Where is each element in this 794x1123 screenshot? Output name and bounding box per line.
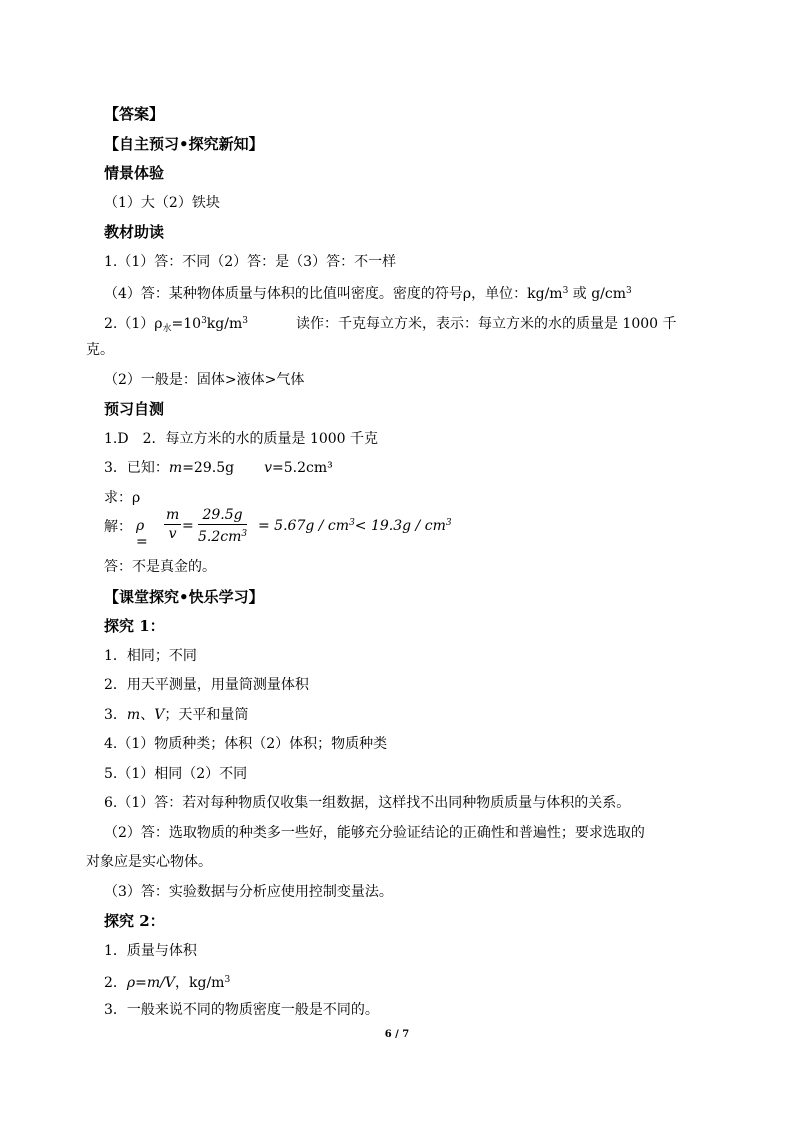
heading-qingjing: 情景体验 — [104, 164, 165, 182]
text-line: （3）答：实验数据与分析应使用控制变量法。 — [104, 884, 393, 900]
text-line-mv: 3．m、V；天平和量筒 — [104, 707, 249, 723]
text-line: （2）答：选取物质的种类多一些好，能够充分验证结论的正确性和普遍性；要求选取的 — [104, 825, 645, 841]
text-line-water-density: $2.(1)\rho_水=10^3kg/m^3$ 读作：千克每立方米，表示：每立方米的水的质量是 1000 千 — [104, 316, 677, 334]
text-line: 2．用天平测量，用量筒测量体积 — [104, 677, 309, 693]
section-answer: 【答案】 — [104, 105, 165, 123]
text-line: 克。 — [86, 342, 114, 358]
text-line: 3．一般来说不同的物质密度一般是不同的。 — [104, 1002, 379, 1018]
text-line: 4.（1）物质种类；体积（2）体积；物质种类 — [104, 736, 388, 752]
fraction-values: $\frac{29.5g}{5.2cm^3}$ — [198, 507, 248, 545]
text-line: 求：ρ — [104, 490, 141, 506]
section-class: 【课堂探究•快乐学习】 — [104, 588, 264, 606]
text-line: 答：不是真金的。 — [104, 559, 216, 575]
heading-tj2: 探究 2： — [104, 912, 165, 930]
text-line: （1）大（2）铁块 — [104, 195, 220, 211]
heading-yuxi: 预习自测 — [104, 400, 165, 418]
text-line: 1.（1）答：不同（2）答：是（3）答：不一样 — [104, 254, 397, 270]
text-line: （2）一般是：固体>液体>气体 — [104, 372, 305, 388]
heading-tj1: 探究 1： — [104, 617, 165, 635]
section-preview: 【自主预习•探究新知】 — [104, 135, 264, 153]
text-line: 解： — [104, 519, 132, 535]
text-line-density: （4）答：某种物体质量与体积的比值叫密度。密度的符号ρ，单位：$kg/m^3$ 或 $g/cm^3$ — [104, 286, 632, 302]
text-line: 6.（1）答：若对每种物质仅收集一组数据，这样找不出同种物质质量与体积的关系。 — [104, 795, 631, 811]
heading-jiaocai: 教材助读 — [104, 223, 165, 241]
text-line: 1．相同；不同 — [104, 648, 197, 664]
text-line-known: 3．已知：m=29.5g v=5.2cm³ — [104, 460, 333, 476]
text-line: 5.（1）相同（2）不同 — [104, 766, 248, 782]
text-line-formula: 2．ρ=m/V，$kg/m^3$ — [104, 975, 231, 991]
page-number: 6 / 7 — [384, 1029, 410, 1040]
text-line: 对象应是实心物体。 — [86, 854, 212, 870]
text-line: 1.D 2．每立方米的水的质量是 1000 千克 — [104, 431, 379, 447]
fraction-m-v: $\frac{m}{v}$ — [166, 507, 180, 542]
text-line: 1．质量与体积 — [104, 943, 197, 959]
